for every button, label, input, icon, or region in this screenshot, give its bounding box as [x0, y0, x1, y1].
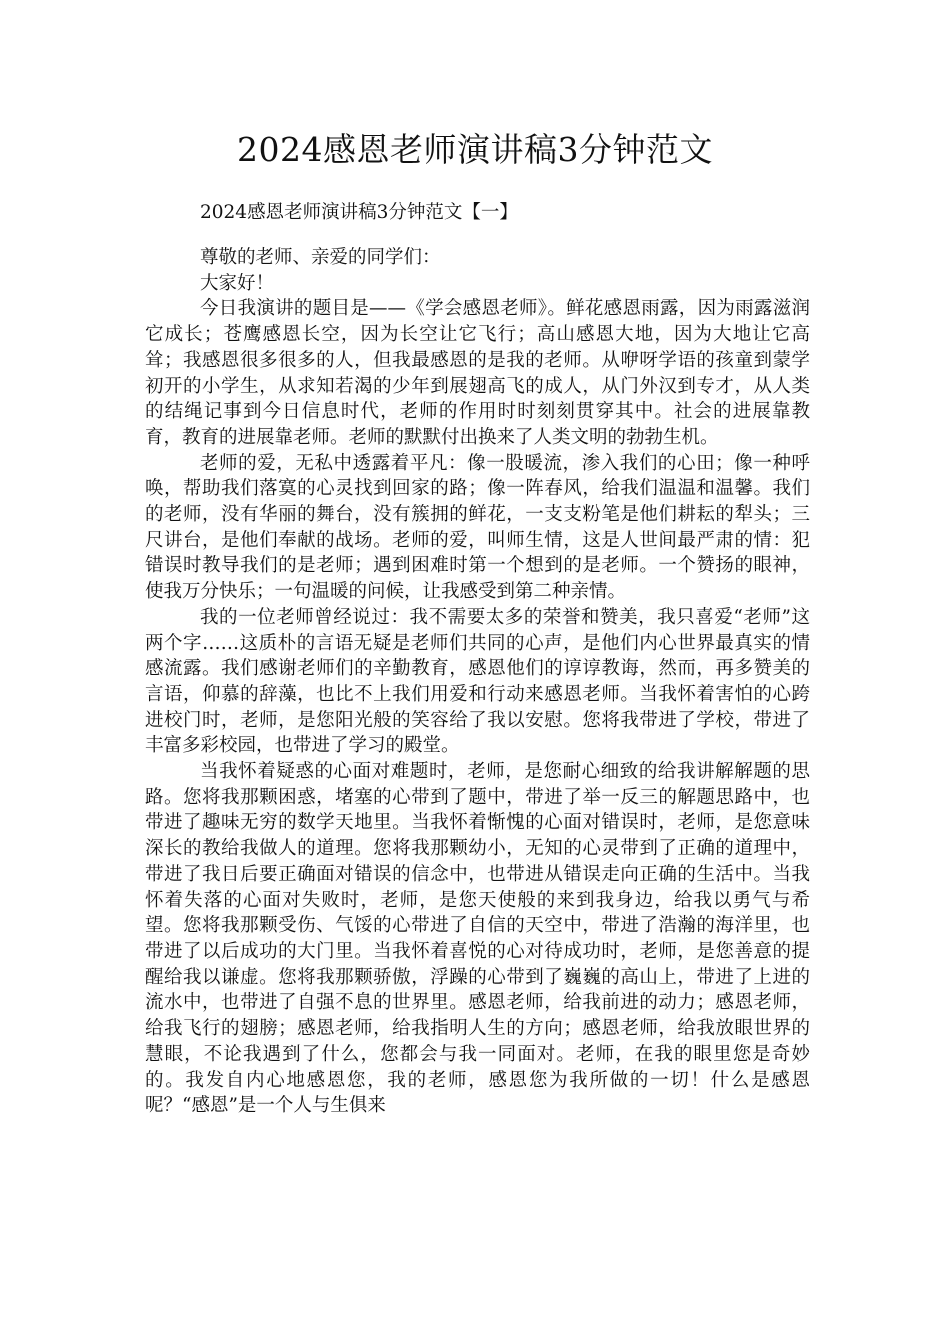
greeting: 大家好！: [200, 272, 275, 294]
document-body: [145, 245, 810, 1119]
paragraph: 当我怀着疑惑的心面对难题时，老师，是您耐心细致的给我讲解解题的思路。您将我那颗困惑，堵塞的心带到了题中，带进了举一反三的解题思路中，也带进了趣味无穷的数学天地里。当我怀着惭愧的心面对错误时，老师，是您意味深长的教给我做人的道理。您将我那颗幼小，无知的心灵带到了正确的道理中，带进了我日后要正确面对错误的信念中，也带进从错误走向正确的生活中。当我怀着失落的心面对失败时，老师，是您天使般的来到我身边，给我以勇气与希望。您将我那颗受伤、气馁的心带进了自信的天空中，带进了浩瀚的海洋里，也带进了以后成功的大门里。当我怀着喜悦的心对待成功时，老师，是您善意的提醒给我以谦虚。您将我那颗骄傲，浮躁的心带到了巍巍的高山上，带进了上进的流水中，也带进了自强不息的世界里。感恩老师，给我前进的动力；感恩老师，给我飞行的翅膀；感恩老师，给我指明人生的方向；感恩老师，给我放眼世界的慧眼，不论我遇到了什么，您都会与我一同面对。老师，在我的眼里您是奇妙的。我发自内心地感恩您，我的老师，感恩您为我所做的一切！什么是感恩呢？“感恩”是一个人与生俱来: [145, 761, 810, 1117]
paragraph: 今日我演讲的题目是——《学会感恩老师》。鲜花感恩雨露，因为雨露滋润它成长；苍鹰感恩长空，因为长空让它飞行；高山感恩大地，因为大地让它高耸；我感恩很多很多的人，但我最感恩的是我的老师。从咿呀学语的孩童到蒙学初开的小学生，从求知若渴的少年到展翅高飞的成人，从门外汉到专才，从人类的结绳记事到今日信息时代，老师的作用时时刻刻贯穿其中。社会的进展靠教育，教育的进展靠老师。老师的默默付出换来了人类文明的勃勃生机。: [145, 298, 810, 448]
salutation: 尊敬的老师、亲爱的同学们：: [200, 247, 441, 268]
document-title: 2024感恩老师演讲稿3分钟范文: [237, 130, 713, 169]
paragraph: 我的一位老师曾经说过：我不需要太多的荣誉和赞美，我只喜爱“老师”这两个字……这质朴的言语无疑是老师们共同的心声，是他们内心世界最真实的情感流露。我们感谢老师们的辛勤教育，感恩他们的谆谆教诲，然而，再多赞美的言语，仰慕的辞藻，也比不上我们用爱和行动来感恩老师。当我怀着害怕的心跨进校门时，老师，是您阳光般的笑容给了我以安慰。您将我带进了学校，带进了丰富多彩校园，也带进了学习的殿堂。: [145, 606, 810, 757]
section-heading: 2024感恩老师演讲稿3分钟范文【一】: [200, 202, 518, 223]
paragraph: 老师的爱，无私中透露着平凡：像一股暖流，渗入我们的心田；像一种呼唤，帮助我们落寞的心灵找到回家的路；像一阵春风，给我们温温和温馨。我们的老师，没有华丽的舞台，没有簇拥的鲜花，一支支粉笔是他们耕耘的犁头；三尺讲台，是他们奉献的战场。老师的爱，叫师生情，这是人世间最严肃的情：犯错误时教导我们的是老师；遇到困难时第一个想到的是老师。一个赞扬的眼神，使我万分快乐；一句温暖的问候，让我感受到第二种亲情。: [145, 452, 810, 603]
